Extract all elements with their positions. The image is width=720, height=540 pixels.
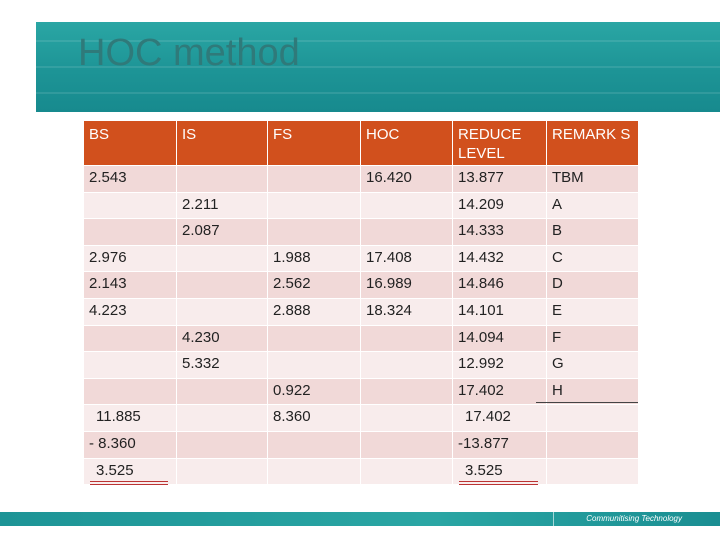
- cell-fs: [268, 431, 361, 458]
- header-bs: BS: [84, 121, 177, 166]
- cell-fs: 2.562: [268, 272, 361, 299]
- cell-hoc: [361, 405, 453, 432]
- cell-remarks: E: [547, 298, 639, 325]
- header-row: [84, 121, 639, 166]
- cell-hoc: [361, 458, 453, 485]
- cell-bs: 2.976: [84, 245, 177, 272]
- cell-remarks: C: [547, 245, 639, 272]
- cell-fs: [268, 352, 361, 379]
- footer-bar: [0, 512, 720, 526]
- header-remarks: REMARK S: [547, 121, 639, 166]
- cell-fs: 0.922: [268, 378, 361, 405]
- cell-is: [177, 431, 268, 458]
- header-hoc: HOC: [361, 121, 453, 166]
- cell-remarks: [547, 458, 639, 485]
- cell-is: [177, 405, 268, 432]
- cell-fs: [268, 325, 361, 352]
- cell-reduce-level: 17.402: [453, 405, 547, 432]
- cell-is: [177, 272, 268, 299]
- cell-remarks: F: [547, 325, 639, 352]
- hoc-table: [83, 120, 639, 485]
- cell-hoc: [361, 219, 453, 246]
- cell-fs: 1.988: [268, 245, 361, 272]
- cell-reduce-level: 14.094: [453, 325, 547, 352]
- cell-bs: [84, 352, 177, 379]
- cell-bs: 4.223: [84, 298, 177, 325]
- table-row: [84, 405, 639, 432]
- cell-reduce-level: 3.525: [453, 458, 547, 485]
- cell-reduce-level: 14.432: [453, 245, 547, 272]
- cell-reduce-level: 14.209: [453, 192, 547, 219]
- cell-reduce-level: 17.402: [453, 378, 547, 405]
- header-is: IS: [177, 121, 268, 166]
- cell-is: 2.211: [177, 192, 268, 219]
- cell-fs: 8.360: [268, 405, 361, 432]
- cell-hoc: [361, 378, 453, 405]
- table-row: [84, 192, 639, 219]
- table-row: [84, 378, 639, 405]
- divider-line: [536, 402, 638, 403]
- cell-bs: [84, 192, 177, 219]
- cell-hoc: 16.989: [361, 272, 453, 299]
- cell-is: [177, 378, 268, 405]
- table-row: [84, 325, 639, 352]
- cell-remarks: [547, 405, 639, 432]
- cell-reduce-level: 14.101: [453, 298, 547, 325]
- cell-reduce-level: 14.846: [453, 272, 547, 299]
- cell-bs: [84, 378, 177, 405]
- cell-remarks: D: [547, 272, 639, 299]
- table-row: [84, 272, 639, 299]
- cell-bs: 3.525: [84, 458, 177, 485]
- cell-bs: - 8.360: [84, 431, 177, 458]
- cell-fs: [268, 166, 361, 193]
- table-row: [84, 166, 639, 193]
- cell-bs: 11.885: [84, 405, 177, 432]
- cell-reduce-level: 12.992: [453, 352, 547, 379]
- cell-is: 4.230: [177, 325, 268, 352]
- cell-hoc: [361, 192, 453, 219]
- cell-remarks: H: [547, 378, 639, 405]
- cell-fs: [268, 458, 361, 485]
- table-row: [84, 219, 639, 246]
- cell-reduce-level: -13.877: [453, 431, 547, 458]
- header-reduce-level: REDUCE LEVEL: [453, 121, 547, 166]
- table-row: [84, 458, 639, 485]
- cell-hoc: 16.420: [361, 166, 453, 193]
- cell-hoc: [361, 431, 453, 458]
- cell-bs: 2.143: [84, 272, 177, 299]
- cell-fs: 2.888: [268, 298, 361, 325]
- cell-remarks: [547, 431, 639, 458]
- cell-hoc: 18.324: [361, 298, 453, 325]
- cell-is: [177, 458, 268, 485]
- cell-bs: [84, 325, 177, 352]
- table-row: [84, 352, 639, 379]
- table-row: [84, 298, 639, 325]
- footer-tagline: Communitising Technology: [586, 514, 682, 523]
- cell-hoc: [361, 352, 453, 379]
- cell-reduce-level: 14.333: [453, 219, 547, 246]
- cell-remarks: TBM: [547, 166, 639, 193]
- cell-bs: 2.543: [84, 166, 177, 193]
- slide-title: HOC method: [78, 32, 300, 74]
- cell-is: 2.087: [177, 219, 268, 246]
- cell-bs: [84, 219, 177, 246]
- cell-remarks: A: [547, 192, 639, 219]
- cell-reduce-level: 13.877: [453, 166, 547, 193]
- table-row: [84, 431, 639, 458]
- cell-is: 5.332: [177, 352, 268, 379]
- cell-fs: [268, 219, 361, 246]
- table-row: [84, 245, 639, 272]
- cell-hoc: 17.408: [361, 245, 453, 272]
- cell-is: [177, 298, 268, 325]
- cell-is: [177, 166, 268, 193]
- header-fs: FS: [268, 121, 361, 166]
- cell-fs: [268, 192, 361, 219]
- cell-hoc: [361, 325, 453, 352]
- cell-remarks: G: [547, 352, 639, 379]
- cell-is: [177, 245, 268, 272]
- cell-remarks: B: [547, 219, 639, 246]
